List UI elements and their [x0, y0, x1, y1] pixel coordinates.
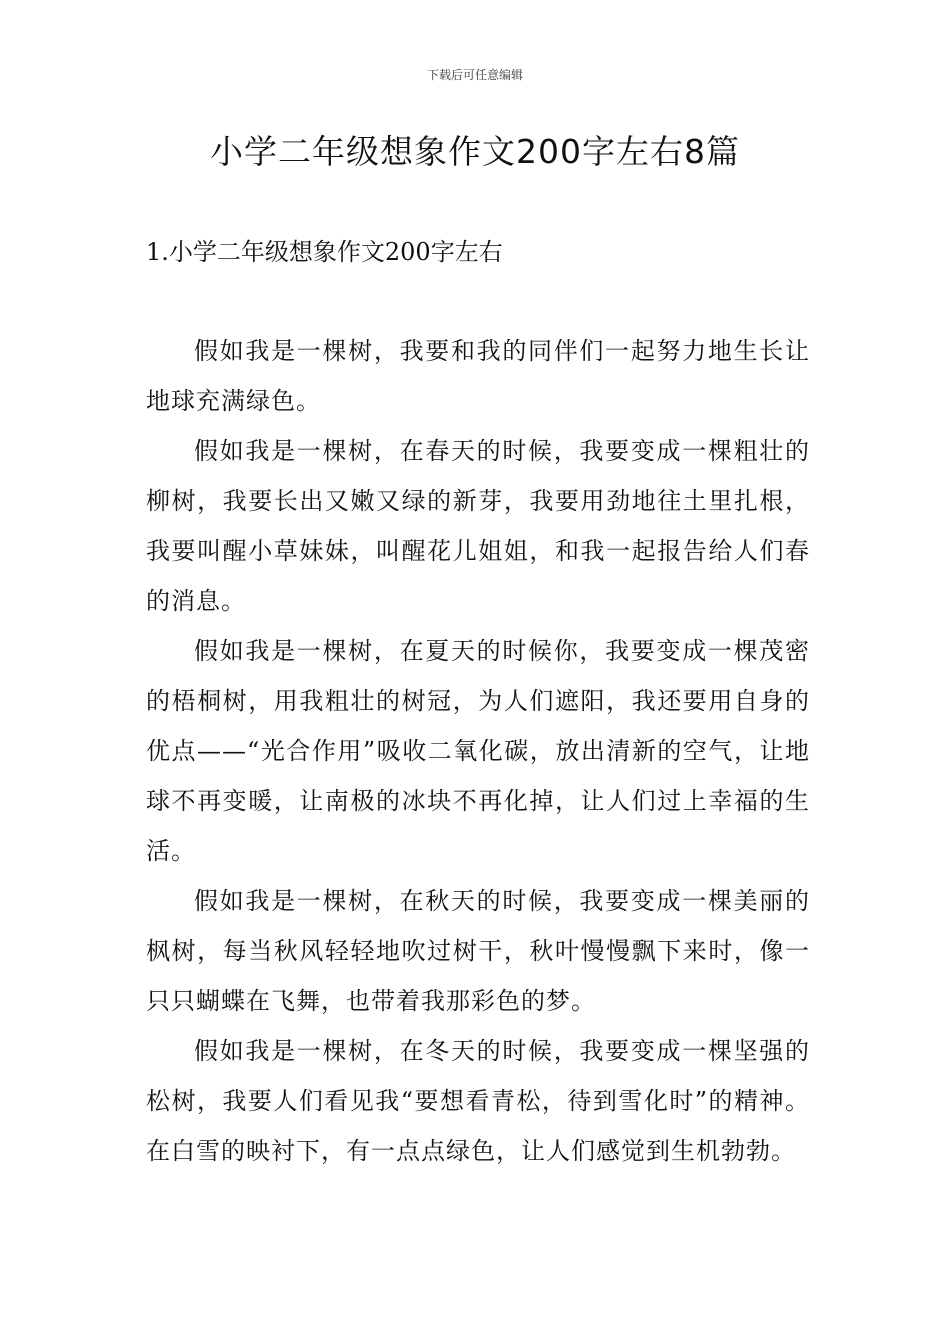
paragraph: 假如我是一棵树，在冬天的时候，我要变成一棵坚强的松树，我要人们看见我“要想看青松，待到雪化时”的精神。在白雪的映衬下，有一点点绿色，让人们感觉到生机勃勃。	[146, 1037, 810, 1165]
section-heading: 1.小学二年级想象作文200字左右	[146, 238, 503, 266]
essay-body	[146, 326, 810, 1176]
paragraph: 假如我是一棵树，在春天的时候，我要变成一棵粗壮的柳树，我要长出又嫩又绿的新芽，我要用劲地往土里扎根，我要叫醒小草妹妹，叫醒花儿姐姐，和我一起报告给人们春的消息。	[146, 437, 810, 615]
document-title: 小学二年级想象作文200字左右8篇	[210, 132, 740, 171]
header-note: 下载后可任意编辑	[426, 68, 523, 82]
paragraph: 假如我是一棵树，在秋天的时候，我要变成一棵美丽的枫树，每当秋风轻轻地吹过树干，秋叶慢慢飘下来时，像一只只蝴蝶在飞舞，也带着我那彩色的梦。	[146, 887, 810, 1015]
paragraph: 假如我是一棵树，在夏天的时候你，我要变成一棵茂密的梧桐树，用我粗壮的树冠，为人们遮阳，我还要用自身的优点——“光合作用”吸收二氧化碳，放出清新的空气，让地球不再变暖，让南极的冰块不再化掉，让人们过上幸福的生活。	[146, 637, 810, 865]
paragraph: 假如我是一棵树，我要和我的同伴们一起努力地生长让地球充满绿色。	[146, 337, 810, 415]
